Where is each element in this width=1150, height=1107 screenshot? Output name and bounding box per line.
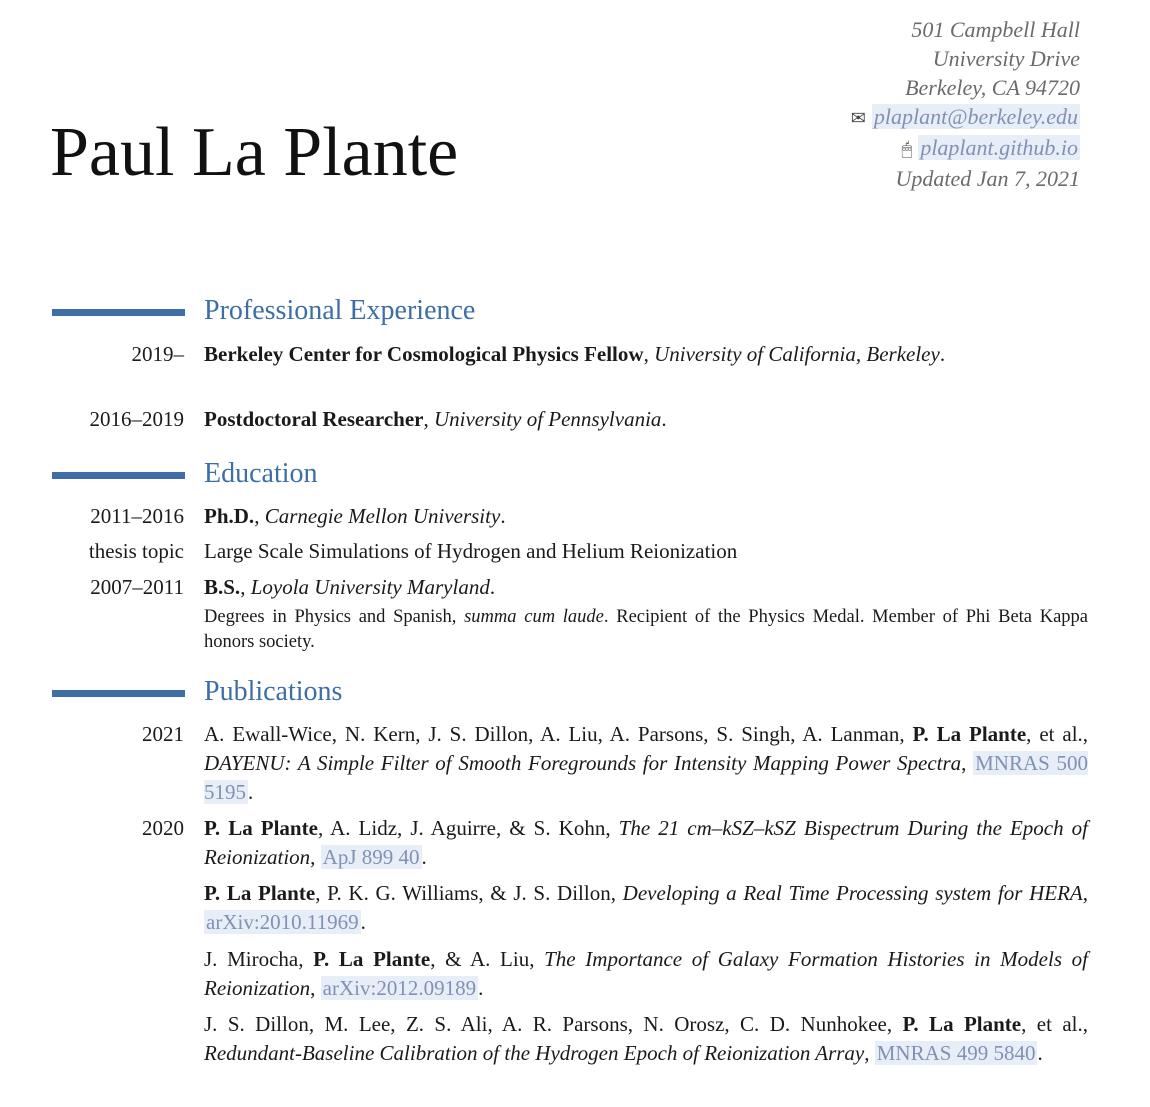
pub-self-author: P. La Plante: [313, 947, 431, 971]
section-rule: [52, 690, 185, 697]
entry-body: Berkeley Center for Cosmological Physics Fellow, University of California, Berkeley.: [204, 342, 946, 366]
entry-date: 2007–2011: [90, 575, 184, 599]
section-education: [0, 458, 1150, 492]
entry-org: University of Pennsylvania: [433, 407, 662, 431]
pub-ref-link[interactable]: MNRAS 500 5195: [204, 751, 1088, 804]
entry-date: 2011–2016: [90, 504, 184, 528]
pub-self-author: P. La Plante: [204, 881, 316, 905]
pub-authors: J. S. Dillon, M. Lee, Z. S. Ali, A. R. Parsons, N. Orosz, C. D. Nunhokee,: [204, 1012, 893, 1036]
entry-date: 2016–2019: [89, 407, 184, 431]
entry-role: Berkeley Center for Cosmological Physics Fellow: [204, 342, 644, 366]
pub-body: P. La Plante, A. Lidz, J. Aguirre, & S. Kohn, The 21 cm–kSZ–kSZ Bispectrum During the Epoch of Reionization, ApJ 899 40.: [204, 816, 1089, 869]
thesis-title: Large Scale Simulations of Hydrogen and Helium Reionization: [204, 539, 738, 563]
note-text: . Recipient of the Physics Medal. Member of Phi Beta Kappa honors society.: [204, 607, 1089, 652]
pub-authors: J. Mirocha,: [204, 947, 304, 971]
address-line-1: 501 Campbell Hall: [911, 17, 1080, 42]
pub-authors: A. Ewall-Wice, N. Kern, J. S. Dillon, A. Liu, A. Parsons, S. Singh, A. Lanman,: [204, 722, 905, 746]
section-rule: [52, 309, 185, 316]
pub-year: 2020: [142, 816, 184, 840]
pub-authors-post: , et al.,: [1026, 722, 1089, 746]
school: Loyola University Maryland: [250, 575, 490, 599]
pub-title: DAYENU: A Simple Filter of Smooth Foregrounds for Intensity Mapping Power Spectra: [204, 751, 962, 775]
pub-body: J. S. Dillon, M. Lee, Z. S. Ali, A. R. Parsons, N. Orosz, C. D. Nunhokee, P. La Plante, et al., Redundant-Baseline Calibration of the Hydrogen Epoch of Reionization Array, MNRAS 499 5840.: [204, 1012, 1088, 1065]
address-line-3: Berkeley, CA 94720: [905, 75, 1080, 100]
entry-body: Postdoctoral Researcher, University of Pennsylvania.: [204, 407, 667, 431]
section-experience: [0, 295, 1150, 329]
pub-ref-link[interactable]: arXiv:2010.11969: [206, 910, 359, 934]
pub-title: Developing a Real Time Processing system for HERA: [622, 881, 1083, 905]
honors: summa cum laude: [464, 607, 604, 627]
website-link[interactable]: plaplant.github.io: [920, 135, 1078, 160]
pub-authors-post: , A. Lidz, J. Aguirre, & S. Kohn,: [317, 816, 611, 840]
section-title-education: Education: [204, 458, 318, 489]
pub-body: J. Mirocha, P. La Plante, & A. Liu, The Importance of Galaxy Formation Histories in Models of Reionization, arXiv:2012.09189.: [204, 947, 1088, 1000]
pub-year: 2021: [142, 722, 184, 746]
thesis-label: thesis topic: [88, 539, 184, 563]
website-row: [851, 133, 1080, 164]
entry-date: 2019–: [131, 342, 184, 366]
pub-title: The Importance of Galaxy Formation Histories in Models of Reionization: [204, 947, 1088, 1000]
school: Carnegie Mellon University: [264, 504, 501, 528]
entry-org: University of California, Berkeley: [654, 342, 940, 366]
pub-body: P. La Plante, P. K. G. Williams, & J. S. Dillon, Developing a Real Time Processing system for HERA, arXiv:2010.11969.: [204, 881, 1088, 934]
section-publications: [0, 676, 1150, 710]
section-rule: [52, 472, 185, 479]
degree: B.S.: [204, 575, 241, 599]
address-line-2: University Drive: [932, 46, 1080, 71]
email-link[interactable]: plaplant@berkeley.edu: [873, 104, 1078, 129]
section-title-publications: Publications: [204, 676, 343, 707]
note-text: Degrees in Physics and Spanish,: [204, 607, 457, 627]
pub-ref-link[interactable]: ApJ 899 40: [322, 845, 420, 869]
entry-role: Postdoctoral Researcher: [204, 407, 424, 431]
cv-name: Paul La Plante: [50, 114, 459, 191]
pub-self-author: P. La Plante: [204, 816, 318, 840]
pub-authors-post: , & A. Liu,: [430, 947, 535, 971]
degree-note: [204, 605, 1088, 655]
pub-title: The 21 cm–kSZ–kSZ Bispectrum During the Epoch of Reionization: [204, 816, 1089, 869]
contact-block: [851, 15, 1080, 193]
pub-title: Redundant-Baseline Calibration of the Hydrogen Epoch of Reionization Array: [204, 1041, 865, 1065]
pub-ref-link[interactable]: MNRAS 499 5840: [876, 1041, 1036, 1065]
section-title-experience: Professional Experience: [204, 295, 476, 326]
entry-body: Ph.D., Carnegie Mellon University.: [204, 504, 506, 528]
degree: Ph.D.: [204, 504, 255, 528]
pub-authors-post: , et al.,: [1021, 1012, 1088, 1036]
pub-self-author: P. La Plante: [912, 722, 1027, 746]
pub-ref-link[interactable]: arXiv:2012.09189: [322, 976, 477, 1000]
email-row: [851, 102, 1080, 133]
pub-body: A. Ewall-Wice, N. Kern, J. S. Dillon, A. Liu, A. Parsons, S. Singh, A. Lanman, P. La Plante, et al., DAYENU: A Simple Filter of Smooth Foregrounds for Intensity Mapping Power Spectra, MNRAS 500 5195.: [204, 722, 1089, 804]
envelope-icon: ✉: [850, 108, 866, 128]
pub-authors-post: , P. K. G. Williams, & J. S. Dillon,: [315, 881, 616, 905]
updated-date: Updated Jan 7, 2021: [895, 166, 1080, 191]
mouse-icon: 🖱: [901, 139, 913, 159]
entry-body: B.S., Loyola University Maryland.: [204, 575, 496, 599]
pub-self-author: P. La Plante: [902, 1012, 1022, 1036]
